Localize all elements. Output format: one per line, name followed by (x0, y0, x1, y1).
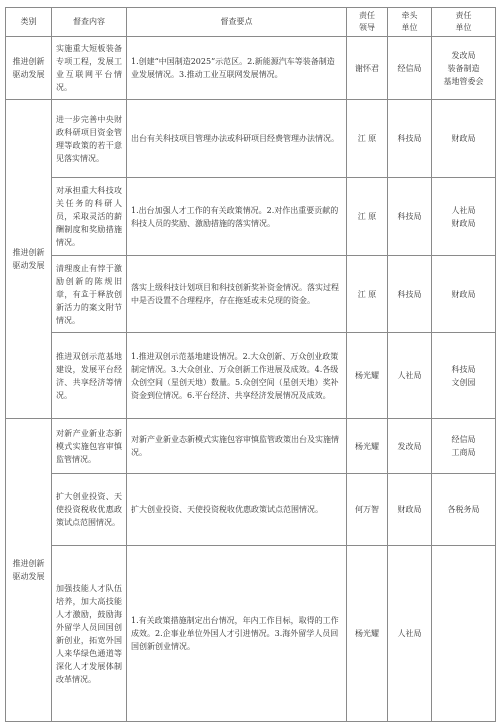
lead-unit-cell: 科技局 (388, 178, 432, 256)
content-cell: 加强技能人才队伍培养，加大高技能人才激励，鼓励海外留学人员回国创新创业，拓宽外国人来华绿色通道等深化人才发展体制改革情况。 (52, 546, 127, 722)
points-cell: 对新产业新业态新模式实施包容审慎监管政策出台及实施情况。 (127, 419, 347, 474)
header-points: 督查要点 (127, 8, 347, 37)
table-row (6, 256, 496, 333)
leader-cell: 杨光耀 (347, 333, 388, 419)
table-row (6, 546, 496, 722)
content-cell: 进一步完善中央财政科研项目资金管理等政策的若干意见落实情况。 (52, 100, 127, 178)
category-cell: 推进创新 驱动发展 (6, 419, 52, 722)
resp-unit-cell: 科技局 文创园 (432, 333, 496, 419)
header-content: 督查内容 (52, 8, 127, 37)
points-cell: 1.出台加强人才工作的有关政策情况。2.对作出重要贡献的科技人员的奖励、激励措施的落实情况。 (127, 178, 347, 256)
lead-unit-cell: 人社局 (388, 333, 432, 419)
header-leader: 责任 领导 (347, 8, 388, 37)
header-row (6, 8, 496, 37)
resp-unit-cell: 财政局 (432, 100, 496, 178)
points-cell: 1.创建“中国制造2025”示范区。2.新能源汽车等装备制造业发展情况。3.推动工业互联网发展情况。 (127, 37, 347, 100)
resp-unit-cell: 人社局 财政局 (432, 178, 496, 256)
leader-cell: 江 原 (347, 100, 388, 178)
leader-cell: 谢怀君 (347, 37, 388, 100)
lead-unit-cell: 科技局 (388, 256, 432, 333)
content-cell: 实施重大短板装备专项工程，发展工业互联网平台情况。 (52, 37, 127, 100)
lead-unit-cell: 经信局 (388, 37, 432, 100)
content-cell: 清理废止有悖于激励创新的陈规旧章，有효于释放创新活力的案文附节情况。 (52, 256, 127, 333)
resp-unit-cell (432, 546, 496, 722)
category-cell: 推进创新 驱动发展 (6, 100, 52, 419)
header-lead-unit: 牵头 单位 (388, 8, 432, 37)
table-row (6, 37, 496, 100)
content-cell: 对新产业新业态新模式实施包容审慎监管情况。 (52, 419, 127, 474)
table-row (6, 100, 496, 178)
category-cell: 推进创新 驱动发展 (6, 37, 52, 100)
lead-unit-cell: 科技局 (388, 100, 432, 178)
resp-unit-cell: 发改局 装备制造 基地管委会 (432, 37, 496, 100)
leader-cell: 何万智 (347, 474, 388, 546)
resp-unit-cell: 财政局 (432, 256, 496, 333)
table-row (6, 178, 496, 256)
supervision-table-page (5, 7, 495, 720)
content-cell: 对承担重大科技攻关任务的科研人员，采取灵活的薪酬制度和奖励措施情况。 (52, 178, 127, 256)
content-cell: 推进双创示范基地建设，发展平台经济、共享经济等情况。 (52, 333, 127, 419)
table-row (6, 333, 496, 419)
resp-unit-cell: 各税务局 (432, 474, 496, 546)
points-cell: 出台有关科技项目管理办法或科研项目经费管理办法情况。 (127, 100, 347, 178)
header-category: 类别 (6, 8, 52, 37)
supervision-table (5, 7, 496, 722)
leader-cell: 江 原 (347, 178, 388, 256)
points-cell: 扩大创业投资、天使投资税收优惠政策试点范围情况。 (127, 474, 347, 546)
table-row (6, 419, 496, 474)
leader-cell: 江 原 (347, 256, 388, 333)
leader-cell: 杨光耀 (347, 419, 388, 474)
lead-unit-cell: 人社局 (388, 546, 432, 722)
points-cell: 1.推进双创示范基地建设情况。2.大众创新、万众创业政策制定情况。3.大众创业、万众创新工作进展及成效。4.各级众创空间（星创天地）数量。5.众创空间（星创天地）奖补资金到位情况。6.平台经济、共享经济发展情况及成效。 (127, 333, 347, 419)
table-row (6, 474, 496, 546)
header-resp-unit: 责任 单位 (432, 8, 496, 37)
lead-unit-cell: 发改局 (388, 419, 432, 474)
points-cell: 1.有关政策措施制定出台情况，年内工作目标，取得的工作成效。2.企事业单位外国人才引进情况。3.海外留学人员回国创新创业情况。 (127, 546, 347, 722)
content-cell: 扩大创业投资、天使投资税收优惠政策试点范围情况。 (52, 474, 127, 546)
lead-unit-cell: 财政局 (388, 474, 432, 546)
points-cell: 落实上级科技计划项目和科技创新奖补资金情况。落实过程中是否设置不合理程序，存在拖延或未兑现的资金。 (127, 256, 347, 333)
resp-unit-cell: 经信局 工商局 (432, 419, 496, 474)
leader-cell: 杨光耀 (347, 546, 388, 722)
